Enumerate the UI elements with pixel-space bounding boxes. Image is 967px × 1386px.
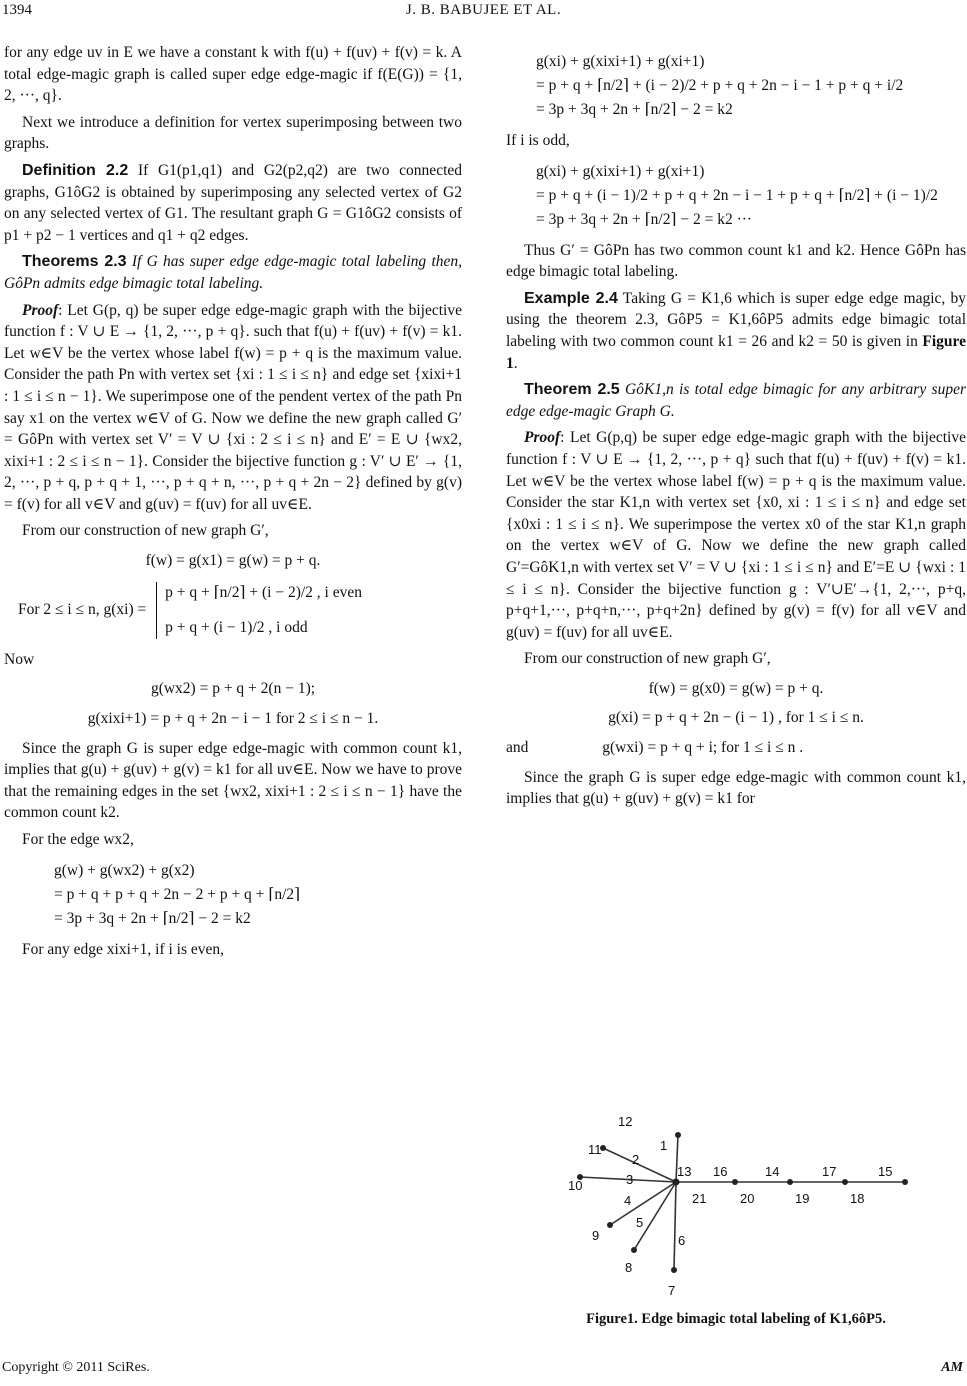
edge-label: 14 (765, 1164, 780, 1179)
equation-line: = 3p + 3q + 2n + ⌈n/2⌉ − 2 = k2 (536, 101, 733, 118)
vertex (732, 1179, 738, 1185)
equation-case: p + q + (i − 1)/2 , i odd (165, 619, 308, 637)
edge-label: 5 (636, 1215, 644, 1230)
equation-block (536, 50, 966, 122)
figure-1-graph (560, 1110, 920, 1310)
definition-body: If G1(p1,q1) and G2(p2,q2) are two connected graphs, G1ôG2 is obtained by superimposing any selected vertex of G2 on any selected vertex of G1. The resultant graph G = G1ôG2 consists of p1 + p2 − 1 vertices and q1 + q2 edges. (4, 161, 463, 244)
equation-cases (156, 582, 362, 639)
equation-line: g(xi) + g(xixi+1) + g(xi+1) (536, 53, 705, 70)
equation: f(w) = g(x1) = g(w) = p + q. (145, 552, 321, 570)
equation-block (536, 160, 966, 232)
vertex (787, 1179, 793, 1185)
paragraph: Thus G′ = GôPn has two common count k1 and k2. Hence GôPn has edge bimagic total labeling. (506, 241, 966, 281)
and-label: and (506, 739, 529, 757)
equation-block (54, 859, 462, 931)
example-body: Taking G = K1,6 which is super edge edge magic, by using the theorem 2.3, GôP5 = K1,6ôP5 admits edge bimagic total labeling with two common count k1 = 26 and k2 = 50 is given in (506, 289, 966, 350)
edge-label: 3 (626, 1172, 634, 1187)
equation: g(xixi+1) = p + q + 2n − i − 1 for 2 ≤ i ≤ n − 1. (87, 710, 379, 728)
paragraph: From our construction of new graph G′, (524, 650, 771, 668)
equation-line: = p + q + (i − 1)/2 + p + q + 2n − i − 1 + p + q + ⌈n/2⌉ + (i − 1)/2 (536, 186, 938, 204)
equation: f(w) = g(x0) = g(w) = p + q. (648, 679, 824, 697)
paragraph: If i is odd, (506, 132, 570, 149)
theorem-2-5 (506, 379, 966, 422)
equation: g(wxi) = p + q + i; for 1 ≤ i ≤ n . (602, 739, 804, 757)
vertex-label: 7 (668, 1283, 676, 1298)
vertex-label: 16 (713, 1164, 728, 1179)
running-title: J. B. BABUJEE ET AL. (405, 2, 562, 18)
vertex (671, 1267, 677, 1273)
definition-2-2 (4, 160, 462, 246)
copyright: Copyright © 2011 SciRes. (2, 1360, 150, 1375)
theorem-2-3 (4, 251, 462, 294)
vertex-label: 20 (740, 1191, 755, 1206)
vertex-center (673, 1179, 680, 1186)
edge-label: 1 (660, 1138, 668, 1153)
equation-line: = p + q + ⌈n/2⌉ + (i − 2)/2 + p + q + 2n − i − 1 + p + q + i/2 (536, 77, 904, 94)
proof-body: : Let G(p, q) be super edge edge-magic graph with the bijective function f : V ∪ E → {1, 2, ···, p + q}. such that f(u) + f(uv) + f(v) = k1. Let w∈V be the vertex whose label f(w) = p + q is the maximum value. Consider the path Pn with vertex set {xi : 1 ≤ i ≤ n} and edge set {xixi+1 : 1 ≤ i ≤ n − 1}. We superimpose one of the pendent vertex of the path Pn say x1 on the vertex w∈V of G. Now we define the new graph called G′ = GôPn with vertex set V′ = V ∪ {xi : 2 ≤ i ≤ n} and E′ = E ∪ {wx2, xixi+1 : 2 ≤ i ≤ n − 1}. Consider the bijective function g : V′ ∪ E′ → {1, 2, ···, p + q, p + q + 1, ···, p + q + n, ···, p + q + 2n − 2} defined by g(v) = f(v) for all v∈V and g(uv) = f(uv) for all uv∈E. (4, 301, 462, 513)
example-end: . (513, 354, 518, 372)
page-header (0, 2, 967, 26)
vertex-label: 18 (850, 1191, 865, 1206)
vertex-label: 19 (795, 1191, 810, 1206)
proof-heading: Proof (524, 429, 561, 447)
equation-line: g(w) + g(wx2) + g(x2) (54, 861, 195, 879)
edge-label: 15 (878, 1164, 893, 1179)
theorem-body: If G has super edge edge-magic total labeling then, GôPn admits edge bimagic total labeling. (4, 253, 462, 292)
paragraph: From our construction of new graph G′, (22, 522, 269, 540)
edge (674, 1182, 676, 1270)
proof (506, 427, 966, 643)
equation-line: = 3p + 3q + 2n + ⌈n/2⌉ − 2 = k2 ··· (536, 210, 753, 228)
figure-reference[interactable]: Figure 1 (506, 332, 966, 372)
vertex (675, 1132, 681, 1138)
vertex-label: 9 (592, 1228, 600, 1243)
vertex (842, 1179, 848, 1185)
page-number: 1394 (2, 2, 32, 18)
edge-label: 6 (678, 1233, 686, 1248)
equation: g(wx2) = p + q + 2(n − 1); (150, 680, 316, 698)
paragraph: Next we introduce a definition for vertex superimposing between two graphs. (4, 113, 462, 153)
proof-heading: Proof (22, 301, 59, 319)
vertex-label: 11 (588, 1142, 602, 1157)
equation-case: p + q + ⌈n/2⌉ + (i − 2)/2 , i even (165, 583, 362, 601)
vertex-label: 17 (822, 1164, 837, 1179)
equation-line: = 3p + 3q + 2n + ⌈n/2⌉ − 2 = k2 (54, 909, 251, 927)
vertex-label: 13 (677, 1164, 692, 1179)
vertex-label: 21 (692, 1191, 707, 1206)
theorem-body: GôK1,n is total edge bimagic for any arbitrary super edge edge-magic Graph G. (506, 381, 966, 420)
theorem-heading: Theorems 2.3 (22, 253, 127, 271)
equation-row (506, 737, 966, 759)
definition-heading: Definition 2.2 (22, 161, 129, 179)
example-2-4 (506, 288, 966, 374)
theorem-heading: Theorem 2.5 (524, 381, 620, 399)
paragraph: for any edge uv in E we have a constant k with f(u) + f(uv) + f(v) = k. A total edge-magic graph is called super edge edge-magic if f(E(G)) = {1, 2, ···, q}. (4, 44, 462, 105)
right-column (506, 42, 966, 815)
vertex (631, 1247, 637, 1253)
equation-line: = p + q + p + q + 2n − 2 + p + q + ⌈n/2⌉ (54, 885, 301, 903)
graph-labels (568, 1114, 892, 1298)
vertex-label: 10 (568, 1178, 583, 1193)
paragraph: Now (4, 650, 35, 668)
figure-caption: Figure1. Edge bimagic total labeling of K1,6ôP5. (586, 1311, 886, 1327)
paragraph: For any edge xixi+1, if i is even, (22, 940, 225, 958)
paragraph: Since the graph G is super edge edge-magic with common count k1, implies that g(u) + g(uv) + g(v) = k1 for all uv∈E. Now we have to prove that the remaining edges in the set {wx2, xixi+1 : 2 ≤ i ≤ n − 1} have the common count k2. (4, 739, 462, 822)
left-column (4, 42, 462, 965)
proof-body: : Let G(p,q) be super edge edge-magic graph with the bijective function f : V ∪ E → {1, 2, ···, p + q} such that f(u) + f(uv) + f(v) = k1. Let w∈V be the vertex whose label f(w) = p + q is the maximum value. Consider the star K1,n with vertex set {x0, xi : 1 ≤ i ≤ n} and edge set {x0xi : 1 ≤ i ≤ n}. We superimpose the vertex x0 of the star K1,n graph on the vertex w∈V of G. Now we define the new graph called G′=GôK1,n with vertex set V′ = V ∪ {xi : 1 ≤ i ≤ n} and E′=E ∪ {wxi : 1 ≤ i ≤ n}. Consider the bijective function g : V′∪E′→{1, 2,···, p+q, p+q+1,···, p+q+n,···, p+q+2n} defined by g(v) = f(v) for all v∈V and g(uv) = f(uv) for all uv∈E. (506, 429, 966, 641)
piecewise-equation (18, 582, 462, 639)
vertex (902, 1179, 908, 1185)
edge (603, 1148, 676, 1182)
equation: g(xi) = p + q + 2n − (i − 1) , for 1 ≤ i ≤ n. (608, 709, 864, 727)
journal-abbrev: AM (941, 1360, 963, 1375)
paragraph: Since the graph G is super edge edge-magic with common count k1, implies that g(u) + g(uv) + g(v) = k1 for (506, 768, 966, 808)
vertex-label: 12 (618, 1114, 633, 1129)
proof (4, 300, 462, 516)
paragraph: For the edge wx2, (22, 831, 134, 848)
edge-label: 2 (632, 1152, 640, 1167)
edge-label: 4 (624, 1193, 632, 1208)
vertex (607, 1222, 613, 1228)
vertex-label: 8 (625, 1260, 633, 1275)
equation-line: g(xi) + g(xixi+1) + g(xi+1) (536, 162, 705, 180)
example-heading: Example 2.4 (524, 289, 618, 307)
equation-lead: For 2 ≤ i ≤ n, g(xi) = (18, 600, 147, 618)
